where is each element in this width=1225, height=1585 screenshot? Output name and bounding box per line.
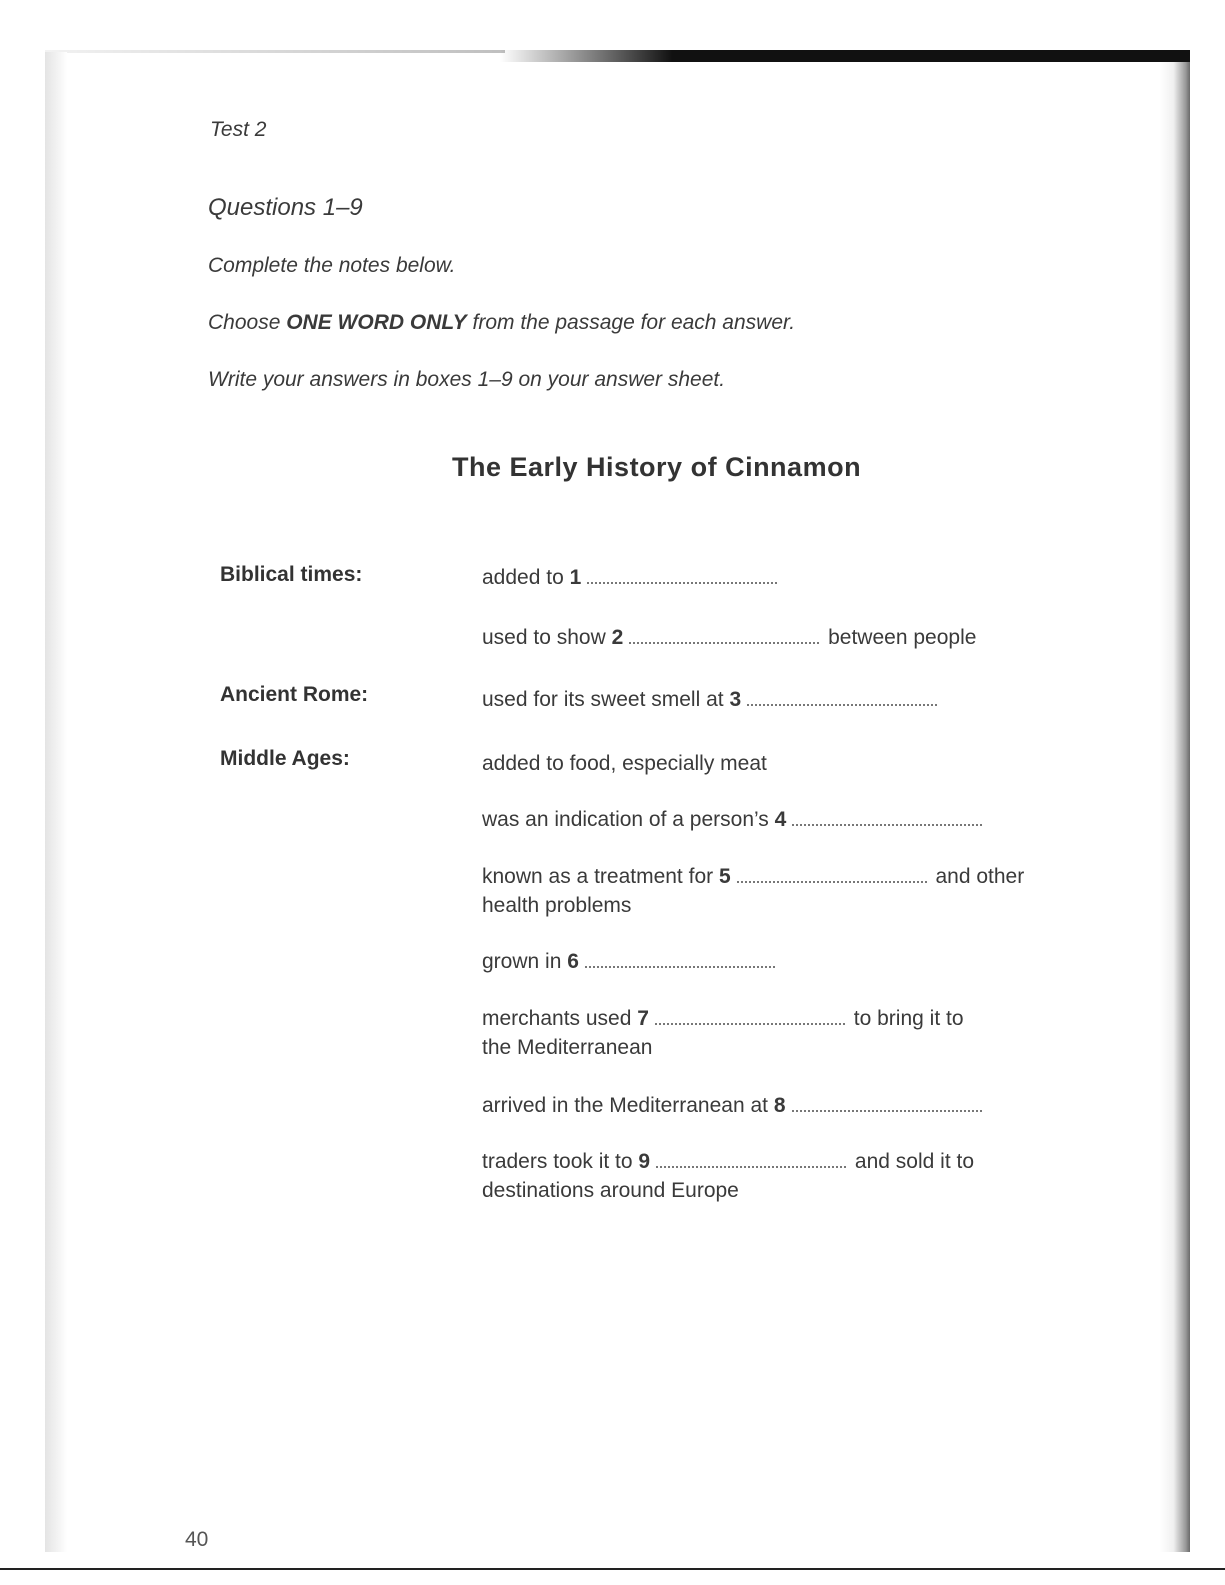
notes-title: The Early History of Cinnamon xyxy=(452,452,862,482)
test-label: Test 2 xyxy=(210,118,267,141)
scan-edge-right xyxy=(1160,62,1190,1552)
scan-edge-top-left xyxy=(45,50,505,53)
scan-edge-top xyxy=(500,50,1190,62)
question-number-6: 6 xyxy=(567,950,579,973)
section-biblical-times: Biblical times: xyxy=(220,563,363,586)
note-item-food: added to food, especially meat xyxy=(482,752,767,775)
scan-edge-left xyxy=(45,52,67,1552)
note-item-1: added to 1 xyxy=(482,563,780,592)
answer-blank-2[interactable] xyxy=(629,638,819,644)
note-item-5: known as a treatment for 5 and other health problems xyxy=(482,865,1025,917)
instruction-answer-sheet: Write your answers in boxes 1–9 on your answer sheet. xyxy=(208,368,726,391)
page-number: 40 xyxy=(185,1528,209,1551)
note-item-4: was an indication of a person’s 4 xyxy=(482,805,985,834)
note-item-8: arrived in the Mediterranean at 8 xyxy=(482,1091,985,1120)
question-number-3: 3 xyxy=(729,688,742,711)
scan-edge-bottom xyxy=(0,1568,1225,1570)
question-number-2: 2 xyxy=(611,626,624,649)
answer-blank-1[interactable] xyxy=(587,578,777,584)
answer-blank-6[interactable] xyxy=(585,962,775,968)
question-number-5: 5 xyxy=(718,865,731,888)
question-number-9: 9 xyxy=(638,1150,651,1173)
answer-blank-4[interactable] xyxy=(792,820,982,826)
instruction-choose-word: Choose ONE WORD ONLY from the passage for each answer. xyxy=(208,311,796,334)
question-number-7: 7 xyxy=(637,1007,649,1030)
answer-blank-5[interactable] xyxy=(737,877,927,883)
note-item-9: traders took it to 9 and sold it to destinations around Europe xyxy=(482,1150,975,1202)
note-item-2: used to show 2 between people xyxy=(482,626,977,649)
question-number-4: 4 xyxy=(774,808,787,831)
question-number-8: 8 xyxy=(773,1094,786,1117)
answer-blank-8[interactable] xyxy=(792,1106,982,1112)
answer-blank-3[interactable] xyxy=(747,700,937,706)
instruction-emphasis: ONE WORD ONLY xyxy=(286,311,467,334)
instruction-complete-notes: Complete the notes below. xyxy=(208,254,456,277)
question-number-1: 1 xyxy=(569,566,582,589)
note-item-6: grown in 6 xyxy=(482,947,778,976)
section-middle-ages: Middle Ages: xyxy=(220,747,350,770)
answer-blank-7[interactable] xyxy=(655,1019,845,1025)
note-item-7: merchants used 7 to bring it to the Mediterranean xyxy=(482,1007,964,1059)
note-item-3: used for its sweet smell at 3 xyxy=(482,685,940,714)
answer-blank-9[interactable] xyxy=(656,1162,846,1168)
section-ancient-rome: Ancient Rome: xyxy=(220,683,369,706)
questions-heading: Questions 1–9 xyxy=(208,194,363,221)
